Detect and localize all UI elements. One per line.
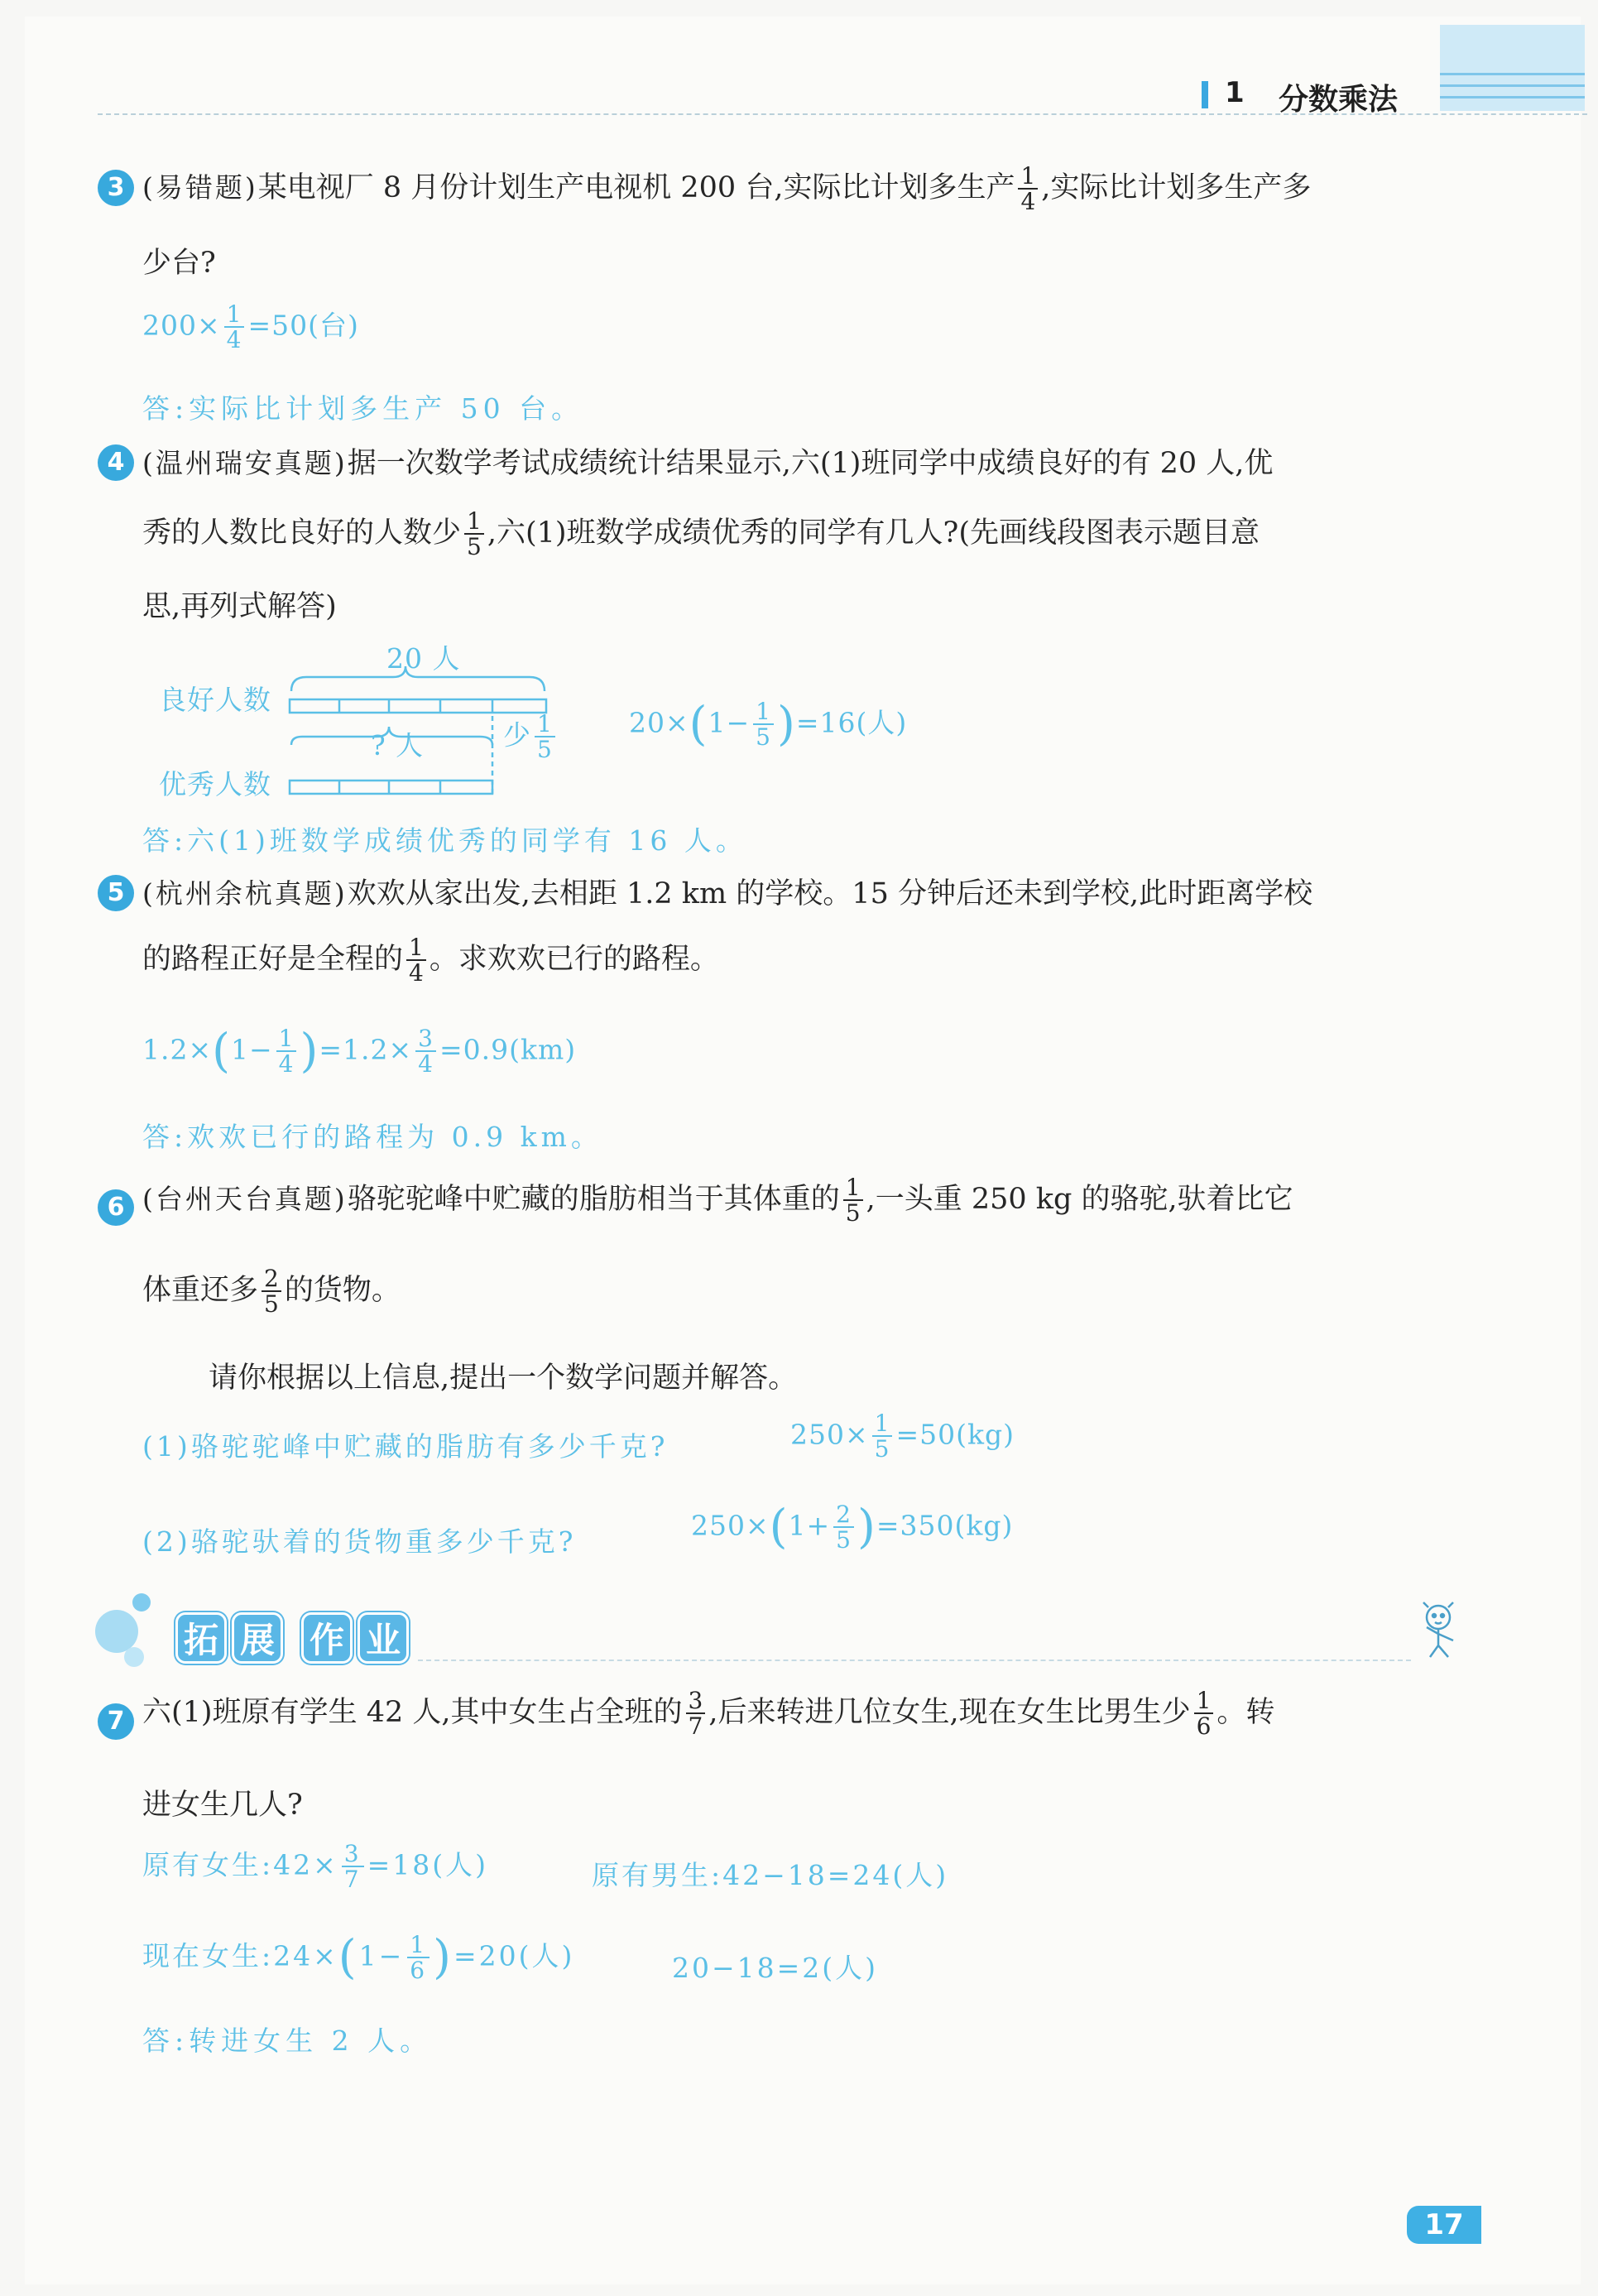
brace-top: [291, 666, 545, 691]
problem-4-source: (温州瑞安真题): [142, 447, 348, 479]
problem-4-answer: 答:六(1)班数学成绩优秀的同学有 16 人。: [142, 824, 747, 857]
line-segment-diagram: [281, 662, 563, 803]
problem-3-line-2: 少台?: [142, 247, 216, 280]
problem-6-question-2: (2)骆驼驮着的货物重多少千克?: [142, 1525, 577, 1558]
diagram-unknown-label: ? 人: [371, 729, 425, 761]
extension-title-char: 业: [358, 1612, 409, 1664]
problem-6-line-2: 体重还多 $\frac{2}{5}$ 的货物。: [142, 1265, 401, 1319]
problem-7-line-1: 六(1)班原有学生 42 人,其中女生占全班的 $\frac{3}{7}$ ,后来转进几位女生,现在女生比男生少 $\frac{1}{6}$ 。转: [142, 1687, 1275, 1741]
extension-title-char: 作: [301, 1612, 353, 1664]
problem-7-answer: 答:转进女生 2 人。: [142, 2025, 433, 2057]
problem-6-line-3: 请你根据以上信息,提出一个数学问题并解答。: [209, 1362, 798, 1395]
problem-7-step-1: 原有女生:42× $\frac{3}{7}$ =18(人): [142, 1840, 488, 1894]
problem-5-line-2: 的路程正好是全程的 $\frac{1}{4}$ 。求欢欢已行的路程。: [142, 934, 719, 987]
problem-6-equation-1: 250× $\frac{1}{5}$ =50(kg): [790, 1410, 1015, 1463]
problem-6-line-1: (台州天台真题)骆驼驼峰中贮藏的脂肪相当于其体重的 $\frac{1}{5}$ ,一头重 250 kg 的骆驼,驮着比它: [142, 1174, 1293, 1227]
segment-excellent: [290, 781, 492, 794]
problem-4-line-1: (温州瑞安真题)据一次数学考试成绩统计结果显示,六(1)班同学中成绩良好的有 20 人,优: [142, 447, 1274, 480]
problem-5-answer: 答:欢欢已行的路程为 0.9 km。: [142, 1121, 602, 1153]
problem-7-line-2: 进女生几人?: [142, 1789, 303, 1822]
problem-5-number: 5: [98, 875, 134, 911]
problem-7-step-2: 原有男生:42−18=24(人): [592, 1859, 949, 1891]
page-number: 17: [1407, 2206, 1481, 2244]
problem-3-answer: 答:实际比计划多生产 50 台。: [142, 392, 584, 425]
extension-divider: [418, 1660, 1411, 1661]
segment-good: [290, 699, 546, 713]
cartoon-figure-icon: [1407, 1597, 1473, 1664]
chapter-number: 1: [1225, 76, 1245, 109]
extension-title-char: 展: [232, 1612, 283, 1664]
problem-6-question-1: (1)骆驼驼峰中贮藏的脂肪有多少千克?: [142, 1430, 669, 1463]
header-decoration: [1440, 25, 1585, 111]
problem-3-number: 3: [98, 170, 134, 206]
problem-5-line-1: (杭州余杭真题)欢欢从家出发,去相距 1.2 km 的学校。15 分钟后还未到学校,此时距离学校: [142, 877, 1313, 910]
problem-4-line-3: 思,再列式解答): [142, 590, 337, 623]
diagram-excellent-label: 优秀人数: [159, 768, 271, 800]
decor-circle: [132, 1593, 151, 1612]
problem-4-equation: 20×(1− $\frac{1}{5}$ )=16(人): [629, 697, 908, 752]
diagram-less-label: 少 $\frac{1}{5}$: [503, 712, 559, 762]
decor-circle: [124, 1647, 144, 1667]
problem-4-number: 4: [98, 444, 134, 481]
problem-4-line-2: 秀的人数比良好的人数少 $\frac{1}{5}$ ,六(1)班数学成绩优秀的同学有几人?(先画线段图表示题目意: [142, 507, 1260, 561]
diagram-good-label: 良好人数: [159, 684, 271, 716]
extension-title-char: 拓: [175, 1612, 227, 1664]
header-divider: [98, 113, 1587, 115]
chapter-title: 分数乘法: [1279, 83, 1399, 117]
brace-unknown: [291, 727, 492, 745]
problem-7-step-3: 现在女生:24×(1− $\frac{1}{6}$ )=20(人): [142, 1930, 575, 1985]
problem-6-number: 6: [98, 1189, 134, 1226]
problem-7-number: 7: [98, 1703, 134, 1740]
fraction: $\frac{1}{4}$: [1018, 164, 1038, 214]
problem-5-equation: 1.2×(1− $\frac{1}{4}$ )=1.2× $\frac{3}{4}$ =0.9(km): [142, 1024, 577, 1078]
problem-3-source: (易错题): [142, 171, 258, 204]
problem-5-source: (杭州余杭真题): [142, 877, 348, 910]
problem-6-equation-2: 250×(1+ $\frac{2}{5}$ )=350(kg): [691, 1500, 1014, 1554]
diagram-total-label: 20 人: [386, 642, 461, 675]
problem-6-source: (台州天台真题): [142, 1182, 348, 1215]
header-bar: [1202, 81, 1208, 108]
problem-3-line-1: (易错题)某电视厂 8 月份计划生产电视机 200 台,实际比计划多生产 $\frac{1}{4}$ ,实际比计划多生产多: [142, 162, 1312, 216]
problem-3-equation: 200× $\frac{1}{4}$ =50(台): [142, 300, 359, 354]
problem-7-step-4: 20−18=2(人): [672, 1952, 879, 1984]
